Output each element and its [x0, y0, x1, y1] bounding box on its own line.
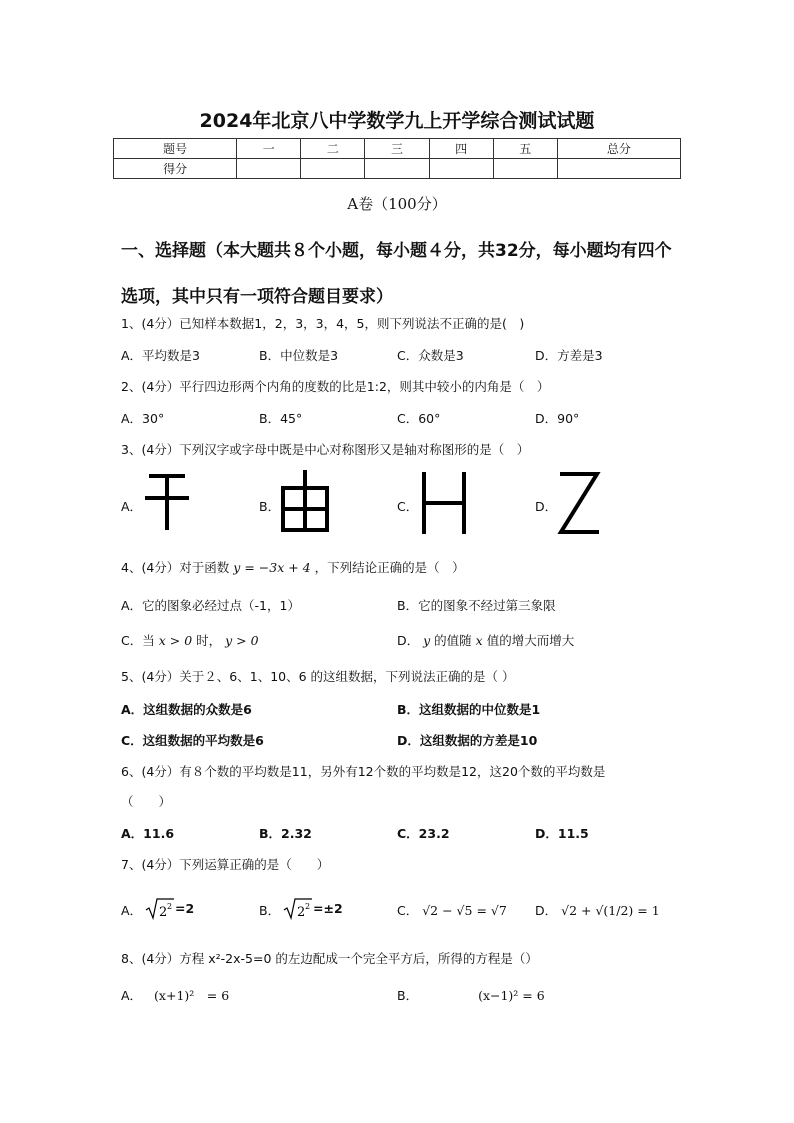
- question-2-option-a[interactable]: A．30°: [121, 411, 165, 426]
- question-1-option-c[interactable]: C．众数是3: [397, 348, 464, 363]
- question-4-option-c[interactable]: [121, 631, 259, 649]
- question-4-option-b[interactable]: B．它的图象不经过第三象限: [397, 598, 556, 613]
- score-cell[interactable]: [301, 159, 365, 179]
- question-8-option-a-value: (x+1)² = 6: [154, 988, 230, 1003]
- question-3-option-c[interactable]: C．: [397, 499, 419, 514]
- question-6-option-d[interactable]: D．11.5: [535, 826, 589, 841]
- question-4-stem: [121, 558, 465, 576]
- letter-z-glyph-icon: [557, 470, 601, 536]
- option-d-var-y: y: [423, 633, 431, 648]
- score-header-cell: 四: [429, 139, 493, 159]
- sqrt-2-squared-expression: [283, 896, 313, 926]
- option-letter: A．: [121, 988, 143, 1003]
- question-8-option-a[interactable]: [121, 986, 229, 1004]
- question-2-option-c[interactable]: C．60°: [397, 411, 441, 426]
- letter-h-glyph-icon: [420, 470, 468, 536]
- question-8-option-b[interactable]: [397, 986, 545, 1004]
- question-6-stem: 6、(4分）有８个数的平均数是11，另外有12个数的平均数是12，这20个数的平均数是: [121, 764, 606, 779]
- option-d-var-x: x: [475, 633, 483, 648]
- score-header-cell: 题号: [114, 139, 237, 159]
- part-one-heading: 一、选择题（本大题共８个小题，每小题４分，共32分，每小题均有四个选项，其中只有一项符合题目要求）: [121, 241, 672, 307]
- question-3-option-b[interactable]: B．: [259, 499, 281, 514]
- question-2-option-d[interactable]: D．90°: [535, 411, 580, 426]
- option-c-result: y > 0: [225, 633, 259, 648]
- question-1-option-b[interactable]: B．中位数是3: [259, 348, 339, 363]
- question-7-option-a[interactable]: [121, 901, 142, 919]
- option-d-mid: 的值随: [434, 633, 472, 648]
- question-7-option-d-value: √2 + √(1/2) = 1: [561, 903, 660, 918]
- question-1-stem: 1、(4分）已知样本数据1，2，3，3，4，5，则下列说法不正确的是( ): [121, 316, 525, 331]
- question-7-option-a-value: =2: [175, 901, 195, 916]
- svg-text:2: 2: [297, 905, 306, 920]
- question-7-option-c[interactable]: [397, 901, 507, 919]
- question-2-option-b[interactable]: B．45°: [259, 411, 303, 426]
- score-table: [113, 138, 681, 179]
- option-letter: D．: [535, 903, 558, 918]
- section-a-heading: A卷（100分）: [347, 195, 447, 213]
- question-3-option-d[interactable]: D．: [535, 499, 558, 514]
- svg-text:2: 2: [167, 902, 173, 911]
- han-gan-glyph-icon: [143, 468, 191, 532]
- score-cell[interactable]: [365, 159, 429, 179]
- question-7-option-b[interactable]: [259, 901, 280, 919]
- option-letter: C．: [397, 903, 419, 918]
- score-cell[interactable]: [493, 159, 557, 179]
- question-4-option-d[interactable]: [397, 631, 574, 649]
- question-8-option-b-value: (x−1)² = 6: [478, 988, 545, 1003]
- question-3-option-a[interactable]: A．: [121, 499, 143, 514]
- question-5-option-b[interactable]: B．这组数据的中位数是1: [397, 702, 541, 717]
- option-c-prefix: C．当: [121, 633, 155, 648]
- question-6-stem-line2: （ ）: [121, 794, 172, 809]
- question-2-stem: 2、(4分）平行四边形两个内角的度数的比是1:2，则其中较小的内角是（ ）: [121, 379, 550, 394]
- question-7-option-b-value: =±2: [313, 901, 343, 916]
- question-5-stem: 5、(4分）关于２、6、1、10、6 的这组数据，下列说法正确的是（ ）: [121, 669, 515, 684]
- sqrt-2-squared-expression: [145, 896, 175, 926]
- option-letter: A．: [121, 903, 143, 918]
- option-d-suffix: 值的增大而增大: [486, 633, 575, 648]
- score-header-cell: 三: [365, 139, 429, 159]
- score-header-cell: 五: [493, 139, 557, 159]
- question-4-stem-suffix: ，下列结论正确的是（ ）: [314, 560, 465, 575]
- question-6-option-c[interactable]: C．23.2: [397, 826, 450, 841]
- score-table-header-row: [114, 139, 681, 159]
- score-cell[interactable]: [429, 159, 493, 179]
- option-d-prefix: D．: [397, 633, 420, 648]
- page-title: 2024年北京八中学数学九上开学综合测试试题: [199, 110, 595, 132]
- score-table-score-row: [114, 159, 681, 179]
- question-5-option-a[interactable]: A．这组数据的众数是6: [121, 702, 252, 717]
- question-5-option-c[interactable]: C．这组数据的平均数是6: [121, 733, 264, 748]
- han-you-glyph-icon: [279, 468, 331, 534]
- question-7-option-d[interactable]: [535, 901, 660, 919]
- question-1-option-a[interactable]: A．平均数是3: [121, 348, 201, 363]
- question-5-option-d[interactable]: D．这组数据的方差是10: [397, 733, 538, 748]
- option-letter: B．: [397, 988, 419, 1003]
- question-4-stem-prefix: 4、(4分）对于函数: [121, 560, 230, 575]
- option-c-condition: x > 0: [158, 633, 193, 648]
- question-1-option-d[interactable]: D．方差是3: [535, 348, 603, 363]
- score-cell[interactable]: [557, 159, 680, 179]
- score-header-cell: 一: [237, 139, 301, 159]
- question-6-option-a[interactable]: A．11.6: [121, 826, 175, 841]
- score-header-cell: 二: [301, 139, 365, 159]
- question-7-stem: 7、(4分）下列运算正确的是（ ）: [121, 857, 330, 872]
- svg-text:2: 2: [305, 902, 311, 911]
- option-c-mid: 时，: [196, 633, 222, 648]
- question-3-stem: 3、(4分）下列汉字或字母中既是中心对称图形又是轴对称图形的是（ ）: [121, 442, 530, 457]
- score-row-label: 得分: [114, 159, 237, 179]
- question-4-option-a[interactable]: A．它的图象必经过点（-1，1）: [121, 598, 300, 613]
- score-header-cell: 总分: [557, 139, 680, 159]
- score-cell[interactable]: [237, 159, 301, 179]
- question-6-option-b[interactable]: B．2.32: [259, 826, 312, 841]
- svg-text:2: 2: [159, 905, 168, 920]
- question-8-stem: 8、(4分）方程 x²-2x-5=0 的左边配成一个完全平方后，所得的方程是（）: [121, 951, 538, 966]
- option-letter: B．: [259, 903, 281, 918]
- question-7-option-c-value: √2 − √5 = √7: [422, 903, 507, 918]
- question-4-function: y = −3x + 4: [233, 560, 311, 575]
